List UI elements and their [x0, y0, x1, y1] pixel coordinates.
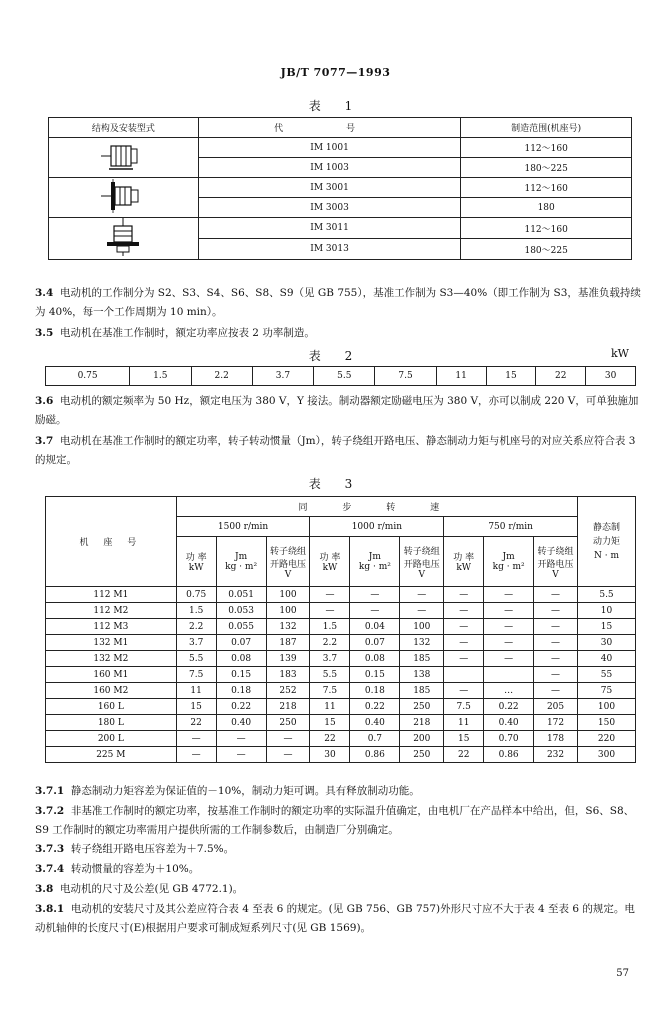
table3-frame-cell: 200 L [46, 731, 177, 747]
jm-header: Jm kg · m² [350, 537, 400, 587]
table3-value-cell: — [266, 731, 310, 747]
table3-value-cell: — [534, 635, 578, 651]
table3-value-cell: — [350, 603, 400, 619]
table3-row [46, 635, 636, 651]
table3-value-cell: 0.22 [350, 699, 400, 715]
paragraph-text: 电动机的额定频率为 50 Hz，额定电压为 380 V，Y 接法。制动器额定励磁电压为 380 V，亦可以制成 220 V，可单独施加励磁。 [35, 395, 639, 426]
paragraph-3-8-1 [35, 900, 645, 938]
table3-value-cell: — [444, 651, 484, 667]
table3-frame-cell: 132 M1 [46, 635, 177, 651]
table3-value-cell: 0.22 [216, 699, 266, 715]
table3-speed-1500: 1500 r/min [176, 517, 310, 537]
table1-header-structure: 结构及安装型式 [49, 118, 199, 138]
table3-frame-cell: 160 M2 [46, 683, 177, 699]
table3-value-cell: 11 [176, 683, 216, 699]
table3-value-cell: 185 [400, 651, 444, 667]
table3-value-cell: 252 [266, 683, 310, 699]
table3-value-cell: 100 [266, 587, 310, 603]
table3-value-cell: — [534, 667, 578, 683]
table3-value-cell: 30 [310, 747, 350, 763]
table3-value-cell: 75 [578, 683, 636, 699]
table3-frame-cell: 112 M3 [46, 619, 177, 635]
table3-value-cell: — [484, 603, 534, 619]
table3-value-cell: 139 [266, 651, 310, 667]
table3-value-cell: 0.055 [216, 619, 266, 635]
table3-row [46, 667, 636, 683]
section-number: 3.5 [35, 327, 54, 339]
paragraph-text: 电动机的安装尺寸及其公差应符合表 4 至表 6 的规定。(见 GB 756、GB 757)外形尺寸应不大于表 4 至表 6 的规定。电动机轴伸的长度尺寸(E)根据用户要求可制成短系列尺寸(见 GB 1569)。 [35, 903, 635, 934]
table3-value-cell: 0.86 [350, 747, 400, 763]
table3-value-cell: — [534, 603, 578, 619]
paragraph-3-8 [35, 880, 645, 899]
section-number: 3.8 [35, 883, 54, 895]
power-header: 功 率 kW [310, 537, 350, 587]
table3-frame-cell: 160 M1 [46, 667, 177, 683]
table3-value-cell: — [534, 587, 578, 603]
table3-row [46, 619, 636, 635]
paragraph-text: 电动机的尺寸及公差(见 GB 4772.1)。 [59, 883, 244, 895]
paragraph-text: 静态制动力矩容差为保证值的－10%，制动力矩可调。具有释放制动功能。 [70, 785, 420, 797]
section-number: 3.6 [35, 395, 54, 407]
table3-value-cell: 40 [578, 651, 636, 667]
table3-value-cell: 220 [578, 731, 636, 747]
table3-value-cell: 22 [176, 715, 216, 731]
table3-value-cell: 11 [444, 715, 484, 731]
table1-code: IM 3001 [198, 178, 461, 198]
table3-value-cell: 0.22 [484, 699, 534, 715]
table1-caption: 表 1 [308, 99, 363, 113]
table3-value-cell: — [484, 619, 534, 635]
table3-value-cell: 22 [310, 731, 350, 747]
table2-caption: 表 2 [308, 349, 363, 363]
table3-value-cell: — [484, 651, 534, 667]
table3-row [46, 683, 636, 699]
table3-value-cell: 205 [534, 699, 578, 715]
paragraph-3-4 [35, 284, 645, 322]
table1-range: 112～160 [461, 138, 632, 158]
table3-value-cell: 55 [578, 667, 636, 683]
table3-value-cell: 138 [400, 667, 444, 683]
table2 [45, 366, 636, 386]
table3-frame-cell: 180 L [46, 715, 177, 731]
table3-value-cell: 150 [578, 715, 636, 731]
table3-row [46, 651, 636, 667]
table3-speed-header: 同 步 转 速 [176, 497, 577, 517]
paragraph-3-7-4 [35, 860, 645, 879]
table3-value-cell: 0.07 [216, 635, 266, 651]
table3-value-cell: — [534, 619, 578, 635]
section-number: 3.7.2 [35, 805, 65, 817]
paragraph-3-5 [35, 324, 645, 343]
table3-value-cell: 0.75 [176, 587, 216, 603]
table3-value-cell: 1.5 [176, 603, 216, 619]
table3-value-cell: 5.5 [578, 587, 636, 603]
table3-value-cell: 0.40 [350, 715, 400, 731]
table3-frame-cell: 132 M2 [46, 651, 177, 667]
table3-value-cell: — [216, 747, 266, 763]
table2-value: 22 [536, 367, 586, 386]
table3-frame-header: 机 座 号 [46, 497, 177, 587]
table3-value-cell: 11 [310, 699, 350, 715]
voltage-header: 转子绕组 开路电压 V [534, 537, 578, 587]
table3-value-cell: — [176, 731, 216, 747]
jm-header: Jm kg · m² [216, 537, 266, 587]
table2-value: 15 [486, 367, 536, 386]
table1-header-code: 代 号 [198, 118, 461, 138]
table3-value-cell: 0.04 [350, 619, 400, 635]
table3-value-cell: — [484, 635, 534, 651]
table3-body [46, 587, 636, 763]
power-header: 功 率 kW [444, 537, 484, 587]
table3-value-cell: — [444, 683, 484, 699]
table3-row [46, 731, 636, 747]
table3-value-cell: 200 [400, 731, 444, 747]
table3-speed-750: 750 r/min [444, 517, 578, 537]
table3 [45, 496, 636, 763]
table1-header-range: 制造范围(机座号) [461, 118, 632, 138]
table2-value: 5.5 [314, 367, 375, 386]
table3-row [46, 715, 636, 731]
paragraph-text: 电动机的工作制分为 S2、S3、S4、S6、S8、S9（见 GB 755），基准工作制为 S3—40%（即工作制为 S3，基准负载持续为 40%，每一个工作周期为 10 min）。 [35, 287, 641, 318]
table3-value-cell: — [266, 747, 310, 763]
table1-structure-cell [49, 178, 199, 218]
table3-value-cell: — [534, 651, 578, 667]
table3-value-cell: 15 [444, 731, 484, 747]
table3-value-cell [484, 667, 534, 683]
table3-value-cell: 183 [266, 667, 310, 683]
table1-code: IM 3011 [198, 218, 461, 239]
table3-value-cell: 250 [400, 699, 444, 715]
table3-value-cell: 0.40 [484, 715, 534, 731]
paragraph-text: 电动机在基准工作制时的额定功率，转子转动惯量（Jm），转子绕组开路电压、静态制动力矩与机座号的对应关系应符合表 3 的规定。 [35, 435, 636, 466]
section-number: 3.7.3 [35, 843, 65, 855]
table2-value: 0.75 [46, 367, 130, 386]
table1-code: IM 1003 [198, 158, 461, 178]
table3-row [46, 747, 636, 763]
table1-range: 112～160 [461, 178, 632, 198]
motor-vertical-flange-icon [103, 218, 143, 256]
table3-value-cell: 0.08 [216, 651, 266, 667]
paragraph-3-7-2 [35, 802, 645, 840]
table3-value-cell: 2.2 [176, 619, 216, 635]
document-header: JB/T 7077—1993 [280, 66, 391, 79]
table3-value-cell: 0.15 [350, 667, 400, 683]
table3-value-cell: — [176, 747, 216, 763]
table3-value-cell: 187 [266, 635, 310, 651]
table3-value-cell: 218 [400, 715, 444, 731]
paragraph-text: 转动惯量的容差为＋10%。 [70, 863, 200, 875]
section-number: 3.8.1 [35, 903, 65, 915]
page-number: 57 [616, 968, 629, 979]
table3-row [46, 587, 636, 603]
table3-value-cell: — [484, 587, 534, 603]
table3-value-cell: 1.5 [310, 619, 350, 635]
table3-value-cell: 7.5 [310, 683, 350, 699]
table3-value-cell: — [444, 635, 484, 651]
table3-value-cell: — [400, 587, 444, 603]
motor-foot-mount-icon [99, 139, 147, 173]
table3-value-cell [444, 667, 484, 683]
torque-label-line: 动力矩 [593, 536, 621, 547]
table3-value-cell: 185 [400, 683, 444, 699]
table3-value-cell: 0.18 [216, 683, 266, 699]
table1-range: 180～225 [461, 239, 632, 260]
table3-value-cell: 0.07 [350, 635, 400, 651]
table3-value-cell: 30 [578, 635, 636, 651]
table3-value-cell: 3.7 [310, 651, 350, 667]
table3-value-cell: 10 [578, 603, 636, 619]
table3-value-cell: 132 [266, 619, 310, 635]
table3-frame-cell: 112 M1 [46, 587, 177, 603]
paragraph-text: 非基准工作制时的额定功率，按基准工作制时的额定功率的实际温升值确定，由电机厂在产品样本中给出，但，S6、S8、S9 工作制时的额定功率需用户提供所需的工作制参数后，由制造厂分别确定。 [35, 805, 635, 836]
table2-value: 7.5 [375, 367, 436, 386]
paragraph-3-7 [35, 432, 645, 470]
table3-value-cell: 250 [266, 715, 310, 731]
table1-structure-cell [49, 138, 199, 178]
motor-flange-mount-icon [99, 178, 147, 214]
table3-value-cell: 178 [534, 731, 578, 747]
section-number: 3.4 [35, 287, 54, 299]
torque-unit: N · m [594, 550, 619, 561]
table1-code: IM 3013 [198, 239, 461, 260]
table3-value-cell: 100 [578, 699, 636, 715]
table1-code: IM 3003 [198, 198, 461, 218]
table3-row [46, 699, 636, 715]
table3-value-cell: 7.5 [176, 667, 216, 683]
table3-value-cell: 0.70 [484, 731, 534, 747]
table3-value-cell: 0.08 [350, 651, 400, 667]
paragraph-text: 转子绕组开路电压容差为＋7.5%。 [70, 843, 235, 855]
table3-value-cell: — [310, 603, 350, 619]
table3-value-cell: 15 [176, 699, 216, 715]
table3-value-cell: 100 [400, 619, 444, 635]
table2-unit: kW [611, 347, 629, 360]
table3-value-cell: — [534, 683, 578, 699]
table3-value-cell: 218 [266, 699, 310, 715]
torque-label-line: 静态制 [593, 522, 621, 533]
table2-value: 30 [586, 367, 636, 386]
paragraph-3-7-3 [35, 840, 645, 859]
table2-value: 2.2 [191, 367, 252, 386]
jm-header: Jm kg · m² [484, 537, 534, 587]
table2-value: 3.7 [252, 367, 313, 386]
table3-value-cell: 300 [578, 747, 636, 763]
table3-value-cell: … [484, 683, 534, 699]
table3-torque-header [578, 497, 636, 587]
table3-value-cell: 0.15 [216, 667, 266, 683]
table3-value-cell: 5.5 [176, 651, 216, 667]
table3-value-cell: 132 [400, 635, 444, 651]
table3-value-cell: 22 [444, 747, 484, 763]
table1-range: 112～160 [461, 218, 632, 239]
table3-value-cell: 3.7 [176, 635, 216, 651]
paragraph-3-6 [35, 392, 645, 430]
table3-frame-cell: 112 M2 [46, 603, 177, 619]
section-number: 3.7.1 [35, 785, 65, 797]
table3-value-cell: — [350, 587, 400, 603]
table1-range: 180～225 [461, 158, 632, 178]
table1-range: 180 [461, 198, 632, 218]
table2-value: 11 [436, 367, 486, 386]
table3-value-cell: 232 [534, 747, 578, 763]
table3-value-cell: — [444, 603, 484, 619]
table3-value-cell: 2.2 [310, 635, 350, 651]
table3-value-cell: 0.40 [216, 715, 266, 731]
table3-value-cell: 250 [400, 747, 444, 763]
table3-value-cell: 100 [266, 603, 310, 619]
table3-value-cell: 0.7 [350, 731, 400, 747]
table3-value-cell: 0.86 [484, 747, 534, 763]
voltage-header: 转子绕组 开路电压 V [266, 537, 310, 587]
paragraph-3-7-1 [35, 782, 645, 801]
table1 [48, 117, 632, 260]
table3-value-cell: 15 [310, 715, 350, 731]
table2-value: 1.5 [130, 367, 191, 386]
voltage-header: 转子绕组 开路电压 V [400, 537, 444, 587]
table1-structure-cell [49, 218, 199, 260]
table3-value-cell: 0.053 [216, 603, 266, 619]
table1-code: IM 1001 [198, 138, 461, 158]
section-number: 3.7 [35, 435, 54, 447]
table3-frame-cell: 160 L [46, 699, 177, 715]
table3-value-cell: 0.051 [216, 587, 266, 603]
table3-caption: 表 3 [308, 477, 363, 491]
table3-value-cell: 172 [534, 715, 578, 731]
table3-value-cell: — [400, 603, 444, 619]
section-number: 3.7.4 [35, 863, 65, 875]
table3-value-cell: 0.18 [350, 683, 400, 699]
table3-value-cell: 5.5 [310, 667, 350, 683]
table3-speed-1000: 1000 r/min [310, 517, 444, 537]
table3-value-cell: 15 [578, 619, 636, 635]
power-header: 功 率 kW [176, 537, 216, 587]
table3-value-cell: — [444, 619, 484, 635]
paragraph-text: 电动机在基准工作制时，额定功率应按表 2 功率制造。 [59, 327, 315, 339]
table3-value-cell: — [444, 587, 484, 603]
table3-frame-cell: 225 M [46, 747, 177, 763]
table3-row [46, 603, 636, 619]
table3-value-cell: — [216, 731, 266, 747]
table3-value-cell: 7.5 [444, 699, 484, 715]
table3-value-cell: — [310, 587, 350, 603]
